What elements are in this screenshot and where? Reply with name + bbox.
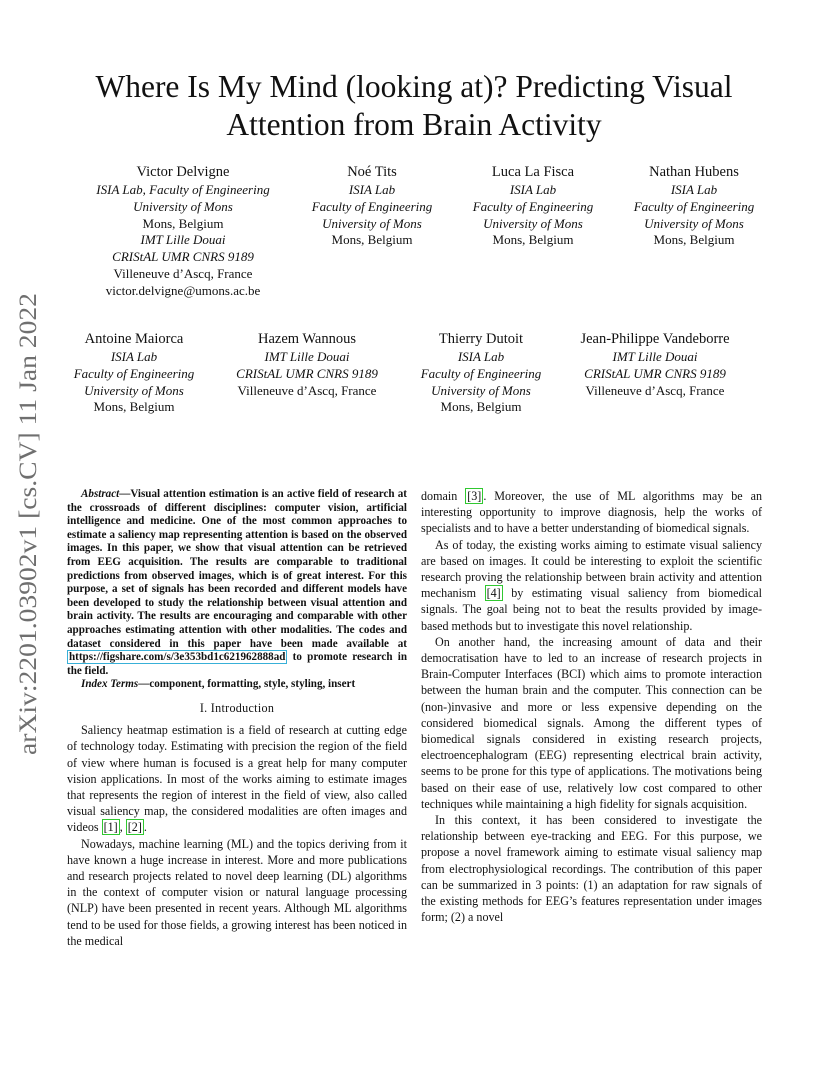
intro-p1-end: . xyxy=(143,820,147,835)
author-affiliation-line: Faculty of Engineering xyxy=(420,365,542,381)
author-affiliation-line: University of Mons xyxy=(322,215,422,231)
left-column xyxy=(67,488,407,949)
index-terms xyxy=(67,678,407,692)
arxiv-identifier-text: arXiv:2201.03902v1 [cs.CV] 11 Jan 2022 xyxy=(15,336,42,755)
author-affiliation-line: Mons, Belgium xyxy=(93,399,175,415)
index-terms-lead: Index Terms xyxy=(81,678,139,691)
author-affiliation-line: Mons, Belgium xyxy=(492,232,574,248)
author-affiliation-line: ISIA Lab, Faculty of Engineering xyxy=(96,182,270,197)
author-affiliation-line: Faculty of Engineering xyxy=(311,198,433,214)
author-affiliation-line[interactable]: victor.delvigne@umons.ac.be xyxy=(105,282,261,298)
paper-title: Where Is My Mind (looking at)? Predicting Visual Attention from Brain Activity xyxy=(95,69,733,142)
author-affiliation-line: University of Mons xyxy=(483,215,583,231)
right-paragraph-3: On another hand, the increasing amount of data and their democratisation have to led to an increase of research projects in Brain-Computer Interfaces (BCI) which aims to promote interaction between the human brain and the computer. This connection can be (non-)invasive and more or less expensive depending on the considered biomedical signals. Among the different types of biomedical signals considered in existing research projects, electroencephalogram (EEG) representing electrical brain activity, seems to be prone for this type of applications. The motivations being based on their ease of use, relatively low cost compared to other techniques while maintaining a high fidelity for signals acquisition. xyxy=(421,634,762,811)
author-affiliation-line: University of Mons xyxy=(133,198,233,214)
author-affiliation-line: Mons, Belgium xyxy=(653,232,735,248)
author-block xyxy=(545,329,765,399)
right-column xyxy=(421,488,762,925)
author-affiliation-line: Mons, Belgium xyxy=(142,215,224,231)
intro-p1-text: Saliency heatmap estimation is a field of research at cutting edge of technology today. Estimating with precision the region of the field of view where human is focused is a great help for many computer vision applications. In most of the works aiming to estimate images that represents the region of interest in the field of view, also called visual saliency map, the considered modalities are often images and videos xyxy=(67,723,407,835)
author-affiliation-line: ISIA Lab xyxy=(110,349,158,364)
author-affiliation-line: IMT Lille Douai xyxy=(140,232,226,248)
right-paragraph-4: In this context, it has been considered to investigate the relationship between eye-tracking and EEG. For this purpose, we propose a novel framework aiming to estimate visual saliency map from electrophysiological recordings. The contribution of this paper can be summarized in 3 points: (1) an adaptation for raw signals of the existing methods for EEG’s features representation under images form; (2) a novel xyxy=(421,813,762,925)
citation-1[interactable]: [1] xyxy=(103,820,118,835)
author-affiliation-line: ISIA Lab xyxy=(348,182,396,197)
abstract-text-end: to promote research in the field. xyxy=(67,651,407,677)
abstract xyxy=(67,488,407,678)
author-affiliation-line: Mons, Belgium xyxy=(331,232,413,248)
author-name: Nathan Hubens xyxy=(649,164,739,180)
author-affiliation-line: CRIStAL UMR CNRS 9189 xyxy=(584,365,726,381)
index-terms-text: —component, formatting, style, styling, insert xyxy=(138,678,356,691)
author-affiliation-line: University of Mons xyxy=(431,382,531,398)
abstract-lead: Abstract xyxy=(81,488,120,500)
citation-3[interactable]: [3] xyxy=(467,489,482,503)
author-block xyxy=(584,162,804,249)
author-name: Victor Delvigne xyxy=(136,164,230,180)
citation-4[interactable]: [4] xyxy=(486,586,501,601)
author-block xyxy=(73,162,293,300)
right-paragraph-2 xyxy=(421,537,762,634)
author-name: Antoine Maiorca xyxy=(84,331,184,347)
author-name: Jean-Philippe Vandeborre xyxy=(580,331,730,347)
right-p1-start: domain xyxy=(421,489,466,503)
author-affiliation-line: ISIA Lab xyxy=(509,182,557,197)
author-affiliation-line: Villeneuve d’Ascq, France xyxy=(113,265,253,281)
author-name: Thierry Dutoit xyxy=(438,331,524,347)
author-affiliation-line: IMT Lille Douai xyxy=(612,349,698,364)
dataset-link[interactable]: https://figshare.com/s/3e353bd1c621962888ad xyxy=(69,651,286,664)
author-affiliation-line: IMT Lille Douai xyxy=(264,349,350,364)
intro-paragraph-1 xyxy=(67,722,407,835)
author-affiliation-line: Villeneuve d’Ascq, France xyxy=(585,382,725,398)
author-affiliation-line: CRIStAL UMR CNRS 9189 xyxy=(236,365,378,381)
author-affiliation-line: University of Mons xyxy=(84,382,184,398)
abstract-text: —Visual attention estimation is an active field of research at the crossroads of different disciplines: computer vision, artificial intelligence and medicine. One of the most common approaches to estimate a saliency map representing attention is based on the observed images. In this paper, we show that visual attention can be retrieved from EEG acquisition. The results are comparable to traditional predictions from observed images, which is of great interest. For this purpose, a set of signals has been recorded and different models have been developed to study the relationship between visual attention and brain activity. The results are encouraging and comparable with other approaches estimating attention with other modalities. The codes and dataset considered in this paper have been made available at xyxy=(67,488,407,650)
section-heading: I. Introduction xyxy=(199,700,275,715)
author-affiliation-line: ISIA Lab xyxy=(670,182,718,197)
right-p2-text: As of today, the existing works aiming to estimate visual saliency are based on images. It could be interesting to exploit the scientific research proving the relationship between brain activity and attention mechanism xyxy=(421,537,762,601)
intro-p1-sep: , xyxy=(119,820,126,835)
author-affiliation-line: ISIA Lab xyxy=(457,349,505,364)
right-p1-text: . Moreover, the use of ML algorithms may be an interesting opportunity to improve diagnosis, help the works of specialists and to have a better understanding of biomedical signals. xyxy=(421,489,762,536)
author-name: Luca La Fisca xyxy=(491,164,575,180)
author-affiliation-line: Faculty of Engineering xyxy=(73,365,195,381)
right-paragraph-1 xyxy=(421,488,762,537)
author-affiliation-line: Faculty of Engineering xyxy=(633,198,755,214)
author-affiliation-line: Faculty of Engineering xyxy=(472,198,594,214)
author-affiliation-line: CRIStAL UMR CNRS 9189 xyxy=(112,249,254,265)
author-affiliation-line: Villeneuve d’Ascq, France xyxy=(237,382,377,398)
author-affiliation-line: Mons, Belgium xyxy=(440,399,522,415)
intro-paragraph-2: Nowadays, machine learning (ML) and the topics deriving from it have known a huge increase in interest. More and more publications and research projects related to novel deep learning (DL) algorithms in the context of computer vision or natural language processing (NLP) have been presented in recent years. Although ML algorithms tend to be used for those fields, a growing interest has been noticed in the medical xyxy=(67,836,407,948)
citation-2[interactable]: [2] xyxy=(127,820,142,835)
author-name: Noé Tits xyxy=(347,164,397,180)
right-p2-end: by estimating visual saliency from biomedical signals. The goal being not to beat the results provided by image-based methods but to investigate this novel relationship. xyxy=(421,586,762,633)
author-name: Hazem Wannous xyxy=(257,331,357,347)
author-affiliation-line: University of Mons xyxy=(644,215,744,231)
